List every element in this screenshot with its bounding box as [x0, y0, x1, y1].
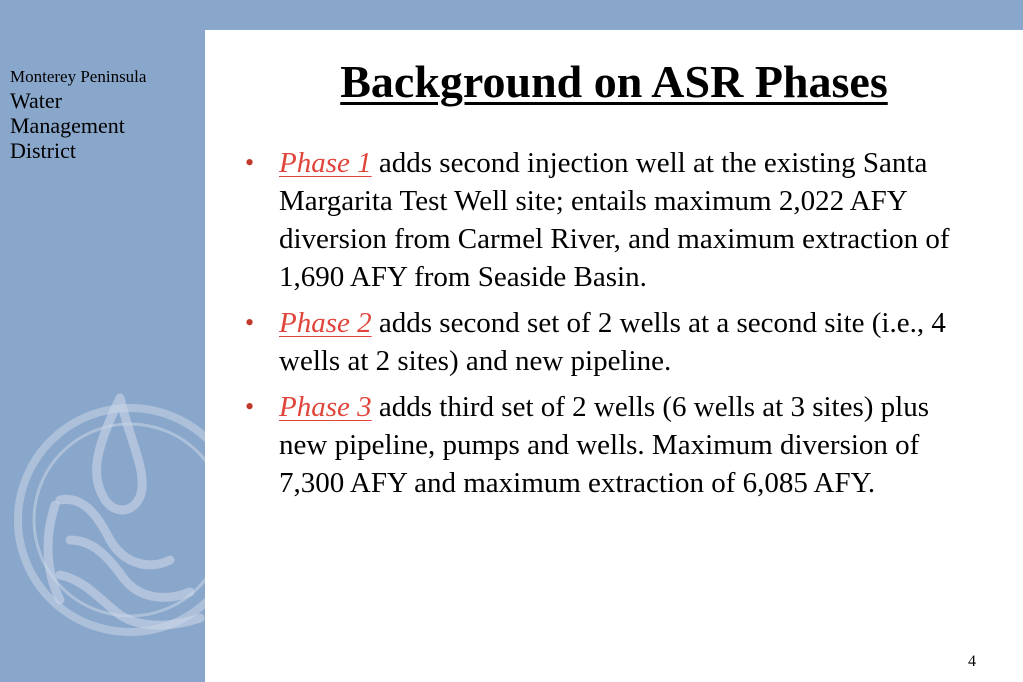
bullet-item-phase-1: [245, 144, 975, 296]
slide-title: Background on ASR Phases: [340, 56, 888, 107]
org-name-line-4: District: [10, 138, 76, 163]
bullet-list: [245, 144, 975, 510]
phase-3-text: adds third set of 2 wells (6 wells at 3 sites) plus new pipeline, pumps and wells. Maximum diversion of 7,300 AFY and maximum extraction of 6,085 AFY.: [279, 391, 929, 499]
bullet-dot-icon: •: [245, 148, 255, 177]
org-name-line-1: Monterey Peninsula: [10, 67, 147, 86]
bullet-dot-icon: •: [245, 308, 255, 337]
water-drop-hand-logo-icon: [0, 370, 205, 682]
page-number: 4: [968, 653, 976, 670]
phase-3-label: Phase 3: [279, 391, 372, 423]
phase-1-text: adds second injection well at the existing Santa Margarita Test Well site; entails maximum 2,022 AFY diversion from Carmel River, and maximum extraction of 1,690 AFY from Seaside Basin.: [279, 147, 950, 293]
bullet-item-phase-3: [245, 388, 975, 502]
org-name-line-2: Water: [10, 88, 62, 113]
org-name-line-3: Management: [10, 113, 125, 138]
organization-name: [10, 66, 146, 163]
sidebar: [0, 0, 205, 682]
phase-2-label: Phase 2: [279, 307, 372, 339]
bullet-dot-icon: •: [245, 392, 255, 421]
slide-content: [205, 30, 1023, 682]
bullet-item-phase-2: [245, 304, 975, 380]
phase-1-label: Phase 1: [279, 147, 372, 179]
phase-2-text: adds second set of 2 wells at a second site (i.e., 4 wells at 2 sites) and new pipeline.: [279, 307, 946, 377]
